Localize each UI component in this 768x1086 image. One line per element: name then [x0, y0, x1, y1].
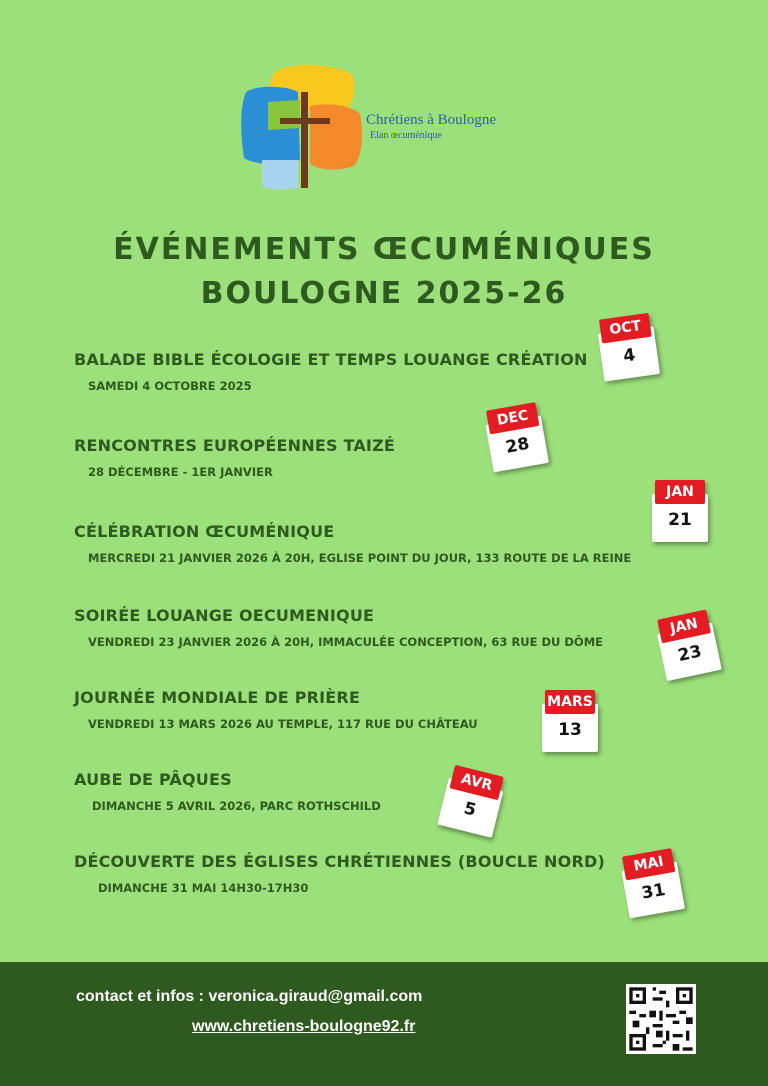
logo-subtitle: Elan œcuménique — [370, 130, 442, 141]
calendar-day: 28 — [504, 433, 531, 458]
calendar-icon — [619, 848, 685, 919]
event-detail: VENDREDI 23 JANVIER 2026 À 20H, IMMACULÉE CONCEPTION, 63 RUE DU DÔME — [88, 635, 604, 649]
calendar-day: 13 — [558, 720, 582, 740]
calendar-icon — [596, 312, 660, 381]
calendar-day: 21 — [668, 510, 692, 530]
event-item — [74, 436, 395, 479]
calendar-month: OCT — [599, 313, 652, 344]
calendar-month: AVR — [449, 765, 503, 800]
event-detail: SAMEDI 4 OCTOBRE 2025 — [88, 379, 252, 393]
event-detail: VENDREDI 13 MARS 2026 AU TEMPLE, 117 RUE DU CHÂTEAU — [88, 717, 478, 731]
calendar-month: MARS — [545, 690, 595, 714]
footer — [0, 962, 768, 1086]
website-link[interactable]: www.chretiens-boulogne92.fr — [192, 1018, 416, 1035]
event-detail: MERCREDI 21 JANVIER 2026 À 20H, EGLISE POINT DU JOUR, 133 ROUTE DE LA REINE — [88, 551, 632, 565]
event-item — [74, 350, 588, 393]
contact-info[interactable]: contact et infos : veronica.giraud@gmail.com — [76, 988, 423, 1005]
title-line-2: BOULOGNE 2025-26 — [200, 276, 568, 311]
event-name: RENCONTRES EUROPÉENNES TAIZÉ — [74, 436, 396, 455]
event-name: BALADE BIBLE ÉCOLOGIE ET TEMPS LOUANGE CRÉATION — [74, 350, 588, 369]
title-line-1: ÉVÉNEMENTS ŒCUMÉNIQUES — [113, 232, 655, 267]
event-item — [74, 852, 605, 895]
event-item — [74, 688, 478, 731]
calendar-month: DEC — [486, 402, 539, 434]
calendar-day: 4 — [621, 345, 637, 367]
event-name: SOIRÉE LOUANGE OECUMENIQUE — [74, 606, 375, 625]
calendar-month: JAN — [655, 480, 705, 504]
event-item — [74, 606, 603, 649]
event-detail: 28 DÉCEMBRE - 1ER JANVIER — [88, 465, 273, 479]
event-name: CÉLÉBRATION ŒCUMÉNIQUE — [74, 522, 335, 541]
calendar-icon — [542, 690, 598, 752]
event-name: DÉCOUVERTE DES ÉGLISES CHRÉTIENNES (BOUCLE NORD) — [74, 852, 605, 871]
event-name: AUBE DE PÂQUES — [74, 770, 232, 789]
calendar-day: 5 — [461, 798, 478, 821]
calendar-icon — [437, 764, 506, 838]
event-item — [74, 522, 631, 565]
logo — [238, 62, 528, 192]
event-item — [74, 770, 381, 813]
page-title — [0, 228, 768, 316]
calendar-month: MAI — [622, 848, 675, 880]
event-name: JOURNÉE MONDIALE DE PRIÈRE — [74, 688, 361, 707]
calendar-day: 31 — [640, 879, 667, 904]
calendar-icon — [654, 609, 722, 681]
qr-code-graphic — [626, 984, 696, 1054]
calendar-day: 23 — [676, 641, 704, 667]
calendar-icon — [652, 480, 708, 542]
calendar-month: JAN — [657, 609, 711, 643]
qr-code-icon[interactable] — [626, 984, 696, 1054]
event-detail: DIMANCHE 5 AVRIL 2026, PARC ROTHSCHILD — [92, 799, 381, 813]
calendar-icon — [483, 402, 549, 473]
logo-icon — [238, 62, 368, 192]
event-detail: DIMANCHE 31 MAI 14H30-17H30 — [98, 881, 309, 895]
logo-name: Chrétiens à Boulogne — [366, 112, 496, 128]
